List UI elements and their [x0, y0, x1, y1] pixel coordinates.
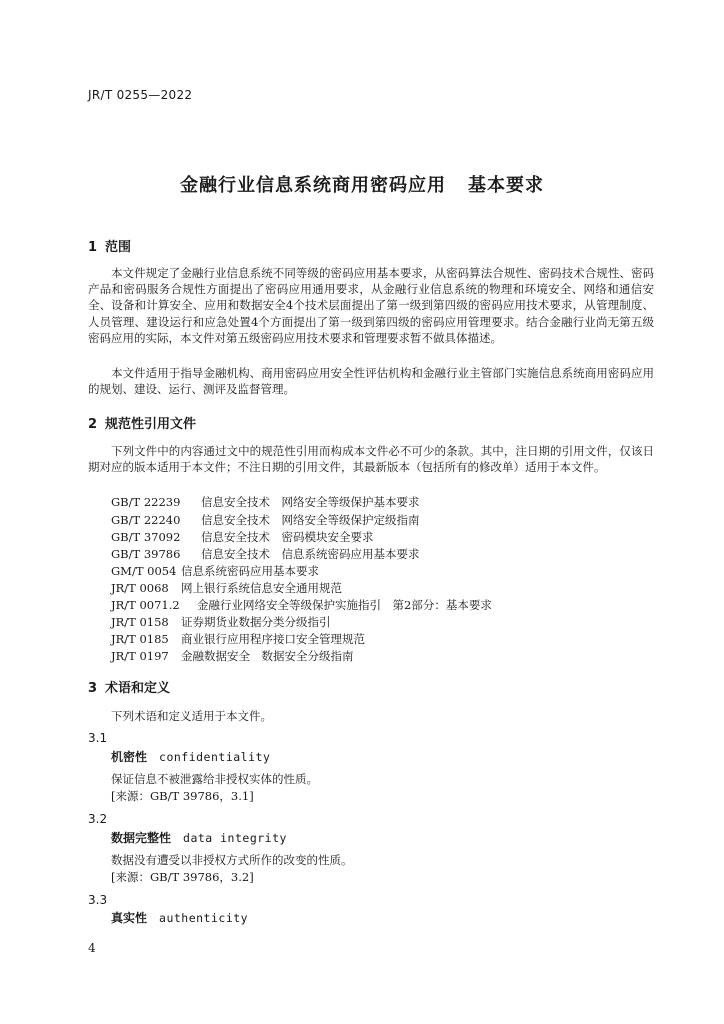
scope-paragraph-1: 本文件规定了金融行业信息系统不同等级的密码应用基本要求，从密码算法合规性、密码技术合规性、密码产品和密码服务合规性方面提出了密码应用通用要求，从金融行业信息系统的物理和环境安全、网络和通信安全、设备和计算安全、应用和数据安全4个技术层面提出了第一级到第四级的密码应用技术要求，从管理制度、人员管理、建设运行和应急处置4个方面提出了第一级到第四级的密码应用管理要求。结合金融行业尚无第五级密码应用的实际，本文件对第五级密码应用技术要求和管理要求暂不做具体描述。 [88, 266, 654, 345]
reference-item: JR/T 0068 网上银行系统信息安全通用规范 [111, 581, 342, 595]
term-entry [111, 829, 287, 846]
document-title-main: 金融行业信息系统商用密码应用 [180, 175, 446, 196]
section-title: 术语和定义 [105, 681, 171, 696]
section-heading-scope [88, 236, 131, 255]
term-source: [来源：GB/T 39786，3.1] [111, 789, 254, 803]
reference-item: GB/T 37092 信息安全技术 密码模块安全要求 [111, 530, 374, 544]
term-en: authenticity [159, 911, 249, 925]
term-definition: 数据没有遭受以非授权方式所作的改变的性质。 [111, 853, 353, 867]
reference-item: JR/T 0158 证券期货业数据分类分级指引 [111, 615, 331, 629]
reference-item: GB/T 22240 信息安全技术 网络安全等级保护定级指南 [111, 513, 420, 527]
document-code-header: JR/T 0255—2022 [88, 88, 193, 102]
scope-paragraph-2: 本文件适用于指导金融机构、商用密码应用安全性评估机构和金融行业主管部门实施信息系统商用密码应用的规划、建设、运行、测评及监督管理。 [88, 366, 654, 397]
section-heading-normative-references [88, 413, 196, 432]
terms-intro: 下列术语和定义适用于本文件。 [111, 709, 272, 723]
section-heading-terms [88, 677, 170, 696]
term-entry [111, 748, 270, 765]
references-intro: 下列文件中的内容通过文中的规范性引用而构成本文件必不可少的条款。其中，注日期的引用文件，仅该日期对应的版本适用于本文件；不注日期的引用文件，其最新版本（包括所有的修改单）适用于本文件。 [88, 444, 654, 475]
term-zh: 机密性 [111, 750, 148, 764]
term-number: 3.2 [88, 812, 108, 826]
section-number: 2 [88, 417, 98, 432]
section-title: 范围 [105, 240, 132, 255]
term-zh: 真实性 [111, 911, 148, 925]
document-title [0, 171, 724, 197]
term-entry [111, 909, 248, 926]
term-number: 3.3 [88, 893, 108, 907]
section-title: 规范性引用文件 [105, 417, 197, 432]
reference-item: JR/T 0071.2 金融行业网络安全等级保护实施指引 第2部分：基本要求 [111, 598, 492, 612]
reference-item: JR/T 0197 金融数据安全 数据安全分级指南 [111, 649, 354, 663]
term-en: confidentiality [159, 750, 271, 764]
term-en: data integrity [183, 831, 287, 845]
section-number: 3 [88, 681, 98, 696]
reference-item: GM/T 0054 信息系统密码应用基本要求 [111, 564, 319, 578]
reference-item: GB/T 39786 信息安全技术 信息系统密码应用基本要求 [111, 547, 420, 561]
page-number: 4 [88, 941, 96, 955]
reference-item: GB/T 22239 信息安全技术 网络安全等级保护基本要求 [111, 495, 420, 509]
term-source: [来源：GB/T 39786，3.2] [111, 870, 254, 884]
section-number: 1 [88, 240, 98, 255]
document-title-sub: 基本要求 [468, 175, 544, 196]
term-definition: 保证信息不被泄露给非授权实体的性质。 [111, 772, 318, 786]
reference-item: JR/T 0185 商业银行应用程序接口安全管理规范 [111, 632, 365, 646]
term-zh: 数据完整性 [111, 831, 172, 845]
term-number: 3.1 [88, 731, 108, 745]
